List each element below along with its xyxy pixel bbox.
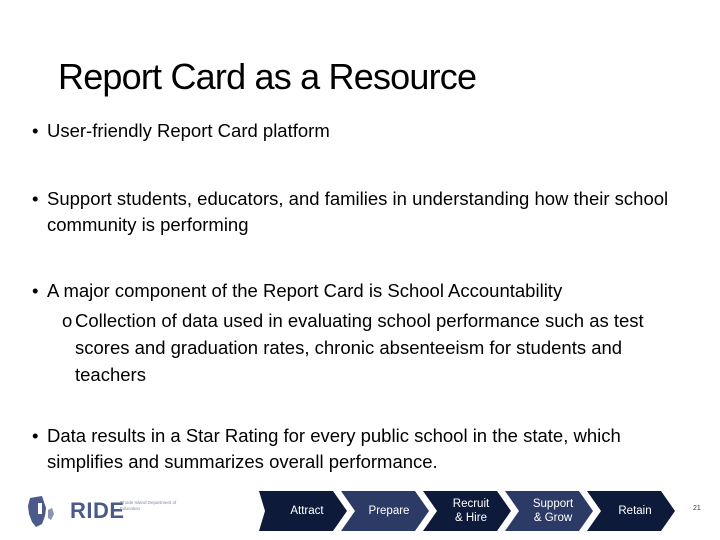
bullet-1 <box>32 118 697 144</box>
step-retain: Retain <box>618 505 652 517</box>
ride-logo <box>24 494 177 528</box>
process-steps <box>259 491 679 531</box>
logo-subtext: Rhode Island Department of Education <box>120 500 177 511</box>
slide-title: Report Card as a Resource <box>58 56 477 97</box>
bullet-text: User-friendly Report Card platform <box>47 120 330 141</box>
sub-bullet <box>62 307 682 388</box>
logo-text: RIDE <box>70 498 125 523</box>
bullet-text: Data results in a Star Rating for every public school in the state, which simplifies and summarizes overall performance. <box>47 425 621 472</box>
sub-bullet-marker: o <box>62 310 73 331</box>
page-number: 21 <box>693 505 701 512</box>
rhode-island-icon <box>24 494 64 530</box>
step-recruit-hire: Recruit & Hire <box>452 498 490 524</box>
bullet-marker: • <box>32 120 39 141</box>
bullet-3 <box>32 278 697 304</box>
bullet-text: Support students, educators, and families in understanding how their school community is performing <box>47 188 669 235</box>
sub-bullet-text: Collection of data used in evaluating school performance such as test scores and graduation rates, chronic absenteeism for students and teachers <box>75 310 644 385</box>
step-prepare: Prepare <box>368 505 410 517</box>
bullet-text: A major component of the Report Card is School Accountability <box>47 280 563 301</box>
bullet-2 <box>32 186 697 238</box>
bullet-marker: • <box>32 188 39 209</box>
bullet-marker: • <box>32 280 39 301</box>
step-attract: Attract <box>290 505 324 517</box>
bullet-4 <box>32 423 697 475</box>
step-support-grow: Support & Grow <box>532 498 574 524</box>
bullet-marker: • <box>32 425 39 446</box>
